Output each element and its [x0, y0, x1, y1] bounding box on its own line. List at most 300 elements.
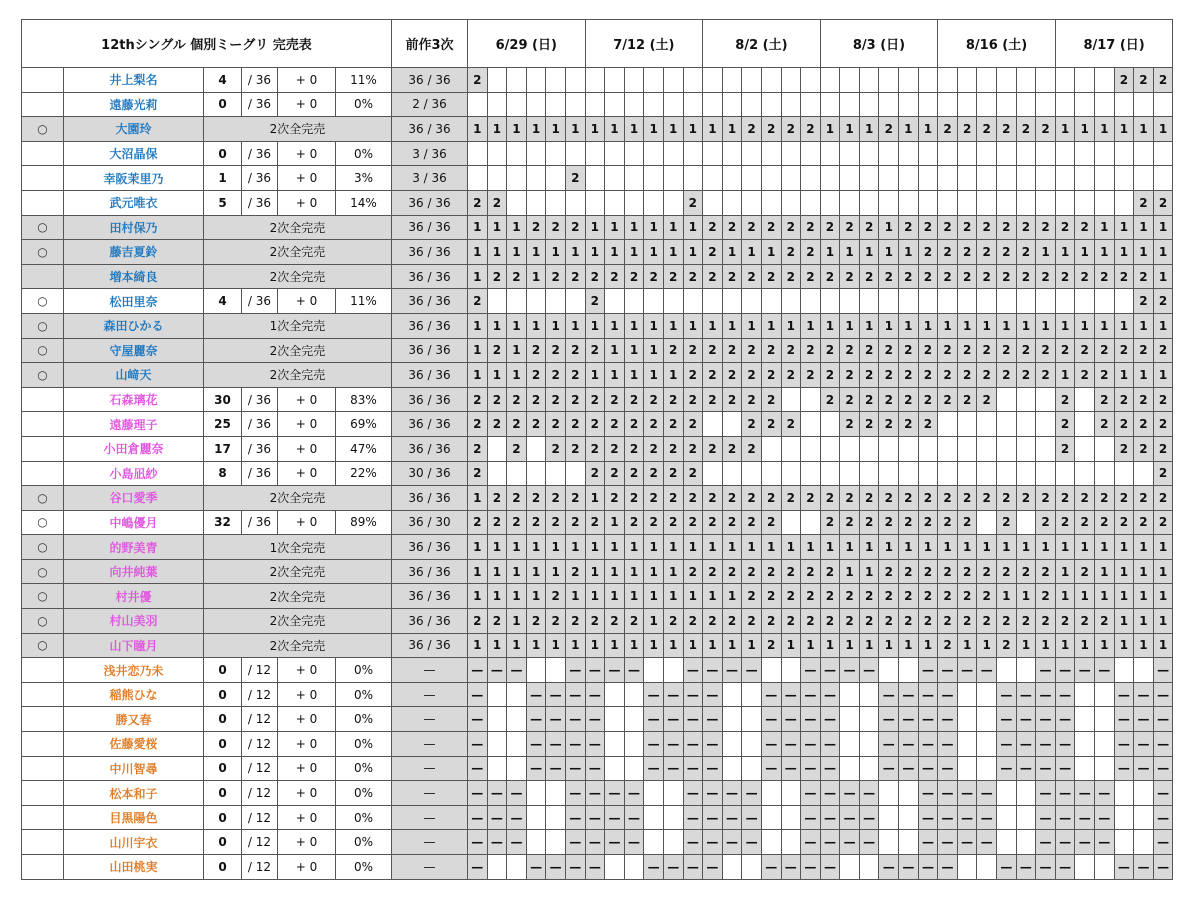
slot-cell: 1 [683, 633, 703, 658]
slot-cell [977, 682, 997, 707]
slot-cell: 1 [526, 559, 546, 584]
slot-cell: 2 [624, 387, 644, 412]
slot-cell [957, 166, 977, 191]
slot-cell [1095, 707, 1115, 732]
slot-cell: — [468, 830, 488, 855]
slot-cell: 2 [957, 338, 977, 363]
slot-cell: 2 [938, 510, 958, 535]
slot-cell: 2 [1134, 486, 1154, 511]
slot-cell: 2 [879, 117, 899, 142]
member-name: 谷口愛季 [64, 486, 204, 511]
slot-cell: 2 [526, 363, 546, 388]
slot-cell [1016, 830, 1036, 855]
slot-cell: 1 [801, 633, 821, 658]
slot-cell: 1 [683, 117, 703, 142]
slot-cell: — [585, 756, 605, 781]
slot-cell: 2 [761, 633, 781, 658]
slot-cell: — [546, 756, 566, 781]
slot-cell: 1 [840, 633, 860, 658]
slot-cell: 2 [938, 387, 958, 412]
member-name: 中嶋優月 [64, 510, 204, 535]
slot-cell: 1 [507, 584, 527, 609]
slot-cell: 1 [468, 486, 488, 511]
slot-cell: — [781, 682, 801, 707]
slot-cell: 2 [840, 338, 860, 363]
slot-cell: — [977, 830, 997, 855]
slot-cell: 1 [1016, 633, 1036, 658]
slot-cell: 1 [1134, 313, 1154, 338]
slot-cell [644, 166, 664, 191]
slot-cell [781, 68, 801, 93]
slot-cell [487, 855, 507, 880]
slot-cell: 2 [624, 461, 644, 486]
slot-cell: — [1055, 732, 1075, 757]
slot-cell [722, 166, 742, 191]
slot-total: / 36 [242, 412, 278, 437]
slot-cell: — [918, 658, 938, 683]
slot-cell [840, 707, 860, 732]
slot-cell [899, 289, 919, 314]
slot-cell [703, 166, 723, 191]
slot-cell: — [468, 732, 488, 757]
slot-cell [899, 436, 919, 461]
slot-cell: — [585, 682, 605, 707]
slot-cell: — [1036, 658, 1056, 683]
sold-count: 0 [204, 141, 242, 166]
slot-cell [1114, 289, 1134, 314]
slot-cell: — [683, 682, 703, 707]
slot-cell: 2 [899, 584, 919, 609]
slot-cell: 1 [605, 535, 625, 560]
slot-cell: 2 [722, 363, 742, 388]
slot-cell: 2 [1036, 117, 1056, 142]
slot-cell: 1 [624, 338, 644, 363]
slot-cell: 2 [468, 510, 488, 535]
slot-cell: 2 [526, 387, 546, 412]
sellout-rate: 11% [336, 68, 392, 93]
slot-cell: 1 [761, 535, 781, 560]
slot-cell: 2 [703, 510, 723, 535]
slot-cell [840, 732, 860, 757]
slot-cell [624, 166, 644, 191]
slot-cell: 1 [977, 313, 997, 338]
slot-cell: 1 [957, 535, 977, 560]
member-row [22, 436, 1173, 461]
increase: + 0 [278, 68, 336, 93]
slot-cell [722, 461, 742, 486]
member-row [22, 461, 1173, 486]
slot-cell: — [703, 707, 723, 732]
slot-cell [1036, 289, 1056, 314]
slot-cell: — [468, 855, 488, 880]
slot-cell [840, 141, 860, 166]
slot-cell: 1 [1153, 240, 1173, 265]
complete-mark [22, 190, 64, 215]
slot-cell [683, 92, 703, 117]
slot-cell: 1 [1095, 240, 1115, 265]
slot-cell: 2 [1114, 68, 1134, 93]
slot-cell: — [1095, 658, 1115, 683]
slot-cell [1075, 141, 1095, 166]
slot-cell [683, 166, 703, 191]
slot-cell: 2 [1055, 609, 1075, 634]
date-header: 7/12 (土) [585, 20, 703, 68]
slot-cell [899, 166, 919, 191]
slot-cell: 1 [644, 535, 664, 560]
slot-cell: 2 [507, 264, 527, 289]
slot-cell: 2 [1075, 609, 1095, 634]
slot-cell: 2 [1095, 412, 1115, 437]
slot-cell: 1 [1114, 240, 1134, 265]
slot-cell: 2 [879, 264, 899, 289]
complete-mark: ○ [22, 240, 64, 265]
slot-cell [918, 141, 938, 166]
slot-cell [1134, 461, 1154, 486]
complete-mark [22, 412, 64, 437]
slot-cell [644, 805, 664, 830]
slot-cell: 2 [1075, 510, 1095, 535]
slot-cell [1095, 436, 1115, 461]
slot-cell [957, 68, 977, 93]
slot-cell: — [683, 781, 703, 806]
member-row [22, 486, 1173, 511]
slot-cell: — [1153, 830, 1173, 855]
slot-cell: 2 [977, 609, 997, 634]
slot-cell: — [683, 732, 703, 757]
slot-cell: 1 [585, 535, 605, 560]
slot-cell: 2 [1153, 387, 1173, 412]
slot-cell: — [820, 658, 840, 683]
slot-cell: 2 [546, 412, 566, 437]
slot-cell: — [1036, 732, 1056, 757]
slot-cell: — [703, 855, 723, 880]
slot-cell: 2 [879, 338, 899, 363]
slot-cell: 2 [918, 584, 938, 609]
slot-cell: — [997, 707, 1017, 732]
slot-cell: 1 [507, 559, 527, 584]
slot-cell: 2 [546, 436, 566, 461]
slot-cell [938, 412, 958, 437]
slot-cell [487, 732, 507, 757]
slot-cell [722, 412, 742, 437]
prev-result: 36 / 30 [392, 510, 468, 535]
slot-cell: 1 [1114, 215, 1134, 240]
slot-cell: 1 [644, 363, 664, 388]
slot-cell: — [801, 658, 821, 683]
slot-cell: 1 [565, 584, 585, 609]
slot-cell: 1 [820, 535, 840, 560]
slot-cell: 2 [663, 486, 683, 511]
slot-cell [703, 412, 723, 437]
slot-cell: 1 [487, 215, 507, 240]
slot-cell [1114, 166, 1134, 191]
slot-cell [840, 190, 860, 215]
slot-cell: 2 [899, 387, 919, 412]
slot-cell: 2 [1055, 510, 1075, 535]
slot-cell [605, 756, 625, 781]
slot-cell: 1 [624, 559, 644, 584]
slot-cell: — [820, 830, 840, 855]
member-rows [22, 68, 1173, 880]
slot-cell: — [918, 682, 938, 707]
slot-cell: 2 [1095, 387, 1115, 412]
slot-cell: 2 [918, 240, 938, 265]
member-row [22, 289, 1173, 314]
slot-cell: — [585, 830, 605, 855]
complete-mark: ○ [22, 559, 64, 584]
slot-cell [820, 289, 840, 314]
slot-total: / 12 [242, 830, 278, 855]
slot-cell [1016, 412, 1036, 437]
slot-cell: 1 [468, 363, 488, 388]
member-row [22, 781, 1173, 806]
slot-cell: 2 [938, 584, 958, 609]
slot-cell: — [1114, 732, 1134, 757]
slot-cell: 2 [546, 215, 566, 240]
slot-cell [859, 166, 879, 191]
complete-mark: ○ [22, 289, 64, 314]
member-row [22, 855, 1173, 880]
slot-cell [487, 461, 507, 486]
slot-cell: — [624, 658, 644, 683]
sellout-rate: 0% [336, 781, 392, 806]
slot-cell [683, 289, 703, 314]
prev-result: 3 / 36 [392, 141, 468, 166]
slot-cell: 1 [487, 363, 507, 388]
slot-cell [546, 289, 566, 314]
slot-cell [801, 436, 821, 461]
sold-count: 25 [204, 412, 242, 437]
slot-cell [801, 166, 821, 191]
complete-mark [22, 855, 64, 880]
slot-cell: 1 [1055, 584, 1075, 609]
slot-cell [879, 436, 899, 461]
slot-cell: 2 [644, 486, 664, 511]
slot-cell: 2 [1114, 387, 1134, 412]
slot-cell: 2 [742, 486, 762, 511]
slot-cell: 2 [546, 486, 566, 511]
slot-cell [526, 92, 546, 117]
increase: + 0 [278, 707, 336, 732]
slot-cell: 1 [820, 633, 840, 658]
slot-cell: 1 [742, 633, 762, 658]
slot-cell [957, 289, 977, 314]
slot-cell: 2 [761, 510, 781, 535]
slot-cell [624, 68, 644, 93]
slot-cell: 1 [526, 240, 546, 265]
slot-cell: — [565, 855, 585, 880]
slot-cell: 2 [507, 486, 527, 511]
slot-cell: 2 [938, 486, 958, 511]
slot-cell: 2 [585, 387, 605, 412]
slot-cell: — [644, 707, 664, 732]
slot-cell: — [605, 658, 625, 683]
slot-cell: 2 [801, 338, 821, 363]
slot-cell: 1 [1134, 363, 1154, 388]
slot-cell [1016, 387, 1036, 412]
slot-cell: — [546, 732, 566, 757]
slot-cell: 2 [1016, 338, 1036, 363]
slot-cell: — [1016, 707, 1036, 732]
slot-cell: — [703, 658, 723, 683]
slot-total: / 36 [242, 92, 278, 117]
slot-cell [840, 436, 860, 461]
slot-cell: 2 [1016, 486, 1036, 511]
complete-mark [22, 387, 64, 412]
sellout-status: 2次全完売 [204, 240, 392, 265]
slot-cell: 1 [1114, 584, 1134, 609]
complete-mark [22, 436, 64, 461]
slot-cell: 2 [918, 363, 938, 388]
slot-cell [487, 141, 507, 166]
slot-cell [565, 141, 585, 166]
slot-cell: 2 [801, 584, 821, 609]
increase: + 0 [278, 855, 336, 880]
member-row [22, 240, 1173, 265]
slot-cell: 2 [781, 363, 801, 388]
slot-cell: — [938, 855, 958, 880]
slot-cell: — [820, 756, 840, 781]
slot-cell: — [742, 805, 762, 830]
slot-cell: 2 [1114, 412, 1134, 437]
slot-cell: 1 [761, 313, 781, 338]
slot-cell [840, 461, 860, 486]
slot-cell: 2 [605, 436, 625, 461]
slot-cell [1075, 436, 1095, 461]
slot-cell: 2 [468, 387, 488, 412]
prev-result: 36 / 36 [392, 436, 468, 461]
slot-cell: 2 [918, 338, 938, 363]
slot-cell: 2 [899, 609, 919, 634]
complete-mark [22, 756, 64, 781]
slot-cell: 2 [899, 510, 919, 535]
slot-cell: 2 [565, 264, 585, 289]
slot-cell: 1 [879, 633, 899, 658]
slot-cell [1036, 436, 1056, 461]
slot-cell [1016, 461, 1036, 486]
slot-cell [899, 830, 919, 855]
slot-cell [507, 461, 527, 486]
slot-cell: 2 [761, 264, 781, 289]
date-header: 8/17 (日) [1055, 20, 1173, 68]
slot-cell [899, 68, 919, 93]
slot-cell: 2 [1075, 264, 1095, 289]
member-row [22, 117, 1173, 142]
prev-result: 36 / 36 [392, 387, 468, 412]
slot-cell: 2 [742, 436, 762, 461]
sellout-rate: 0% [336, 855, 392, 880]
slot-cell: 2 [977, 338, 997, 363]
slot-cell: — [899, 732, 919, 757]
slot-cell: 2 [585, 461, 605, 486]
slot-cell: 2 [781, 264, 801, 289]
slot-cell [1016, 92, 1036, 117]
sold-count: 0 [204, 830, 242, 855]
slot-cell: 2 [1153, 338, 1173, 363]
slot-cell [742, 190, 762, 215]
slot-cell [1095, 166, 1115, 191]
slot-cell: 2 [997, 117, 1017, 142]
slot-total: / 12 [242, 707, 278, 732]
slot-cell: 2 [1016, 264, 1036, 289]
slot-cell [605, 289, 625, 314]
slot-cell [1134, 781, 1154, 806]
slot-cell: 2 [879, 412, 899, 437]
slot-cell: — [1134, 707, 1154, 732]
slot-cell [879, 781, 899, 806]
slot-cell [742, 92, 762, 117]
slot-cell [1075, 68, 1095, 93]
slot-cell [624, 682, 644, 707]
slot-cell [526, 781, 546, 806]
slot-cell: 2 [1055, 338, 1075, 363]
slot-cell: 2 [722, 387, 742, 412]
slot-cell: 1 [526, 313, 546, 338]
slot-cell [840, 289, 860, 314]
slot-cell [546, 68, 566, 93]
prev-result: 36 / 36 [392, 117, 468, 142]
slot-total: / 12 [242, 781, 278, 806]
slot-cell: 2 [624, 510, 644, 535]
slot-cell: 2 [742, 264, 762, 289]
slot-cell: 2 [801, 609, 821, 634]
member-name: 井上梨名 [64, 68, 204, 93]
slot-cell [605, 855, 625, 880]
slot-cell: 2 [820, 486, 840, 511]
slot-cell [1055, 166, 1075, 191]
slot-cell [1036, 92, 1056, 117]
slot-cell: 2 [801, 264, 821, 289]
slot-cell: — [585, 707, 605, 732]
slot-cell: — [1114, 855, 1134, 880]
slot-cell [683, 68, 703, 93]
slot-cell: 2 [703, 264, 723, 289]
slot-cell: 2 [781, 338, 801, 363]
slot-cell: 2 [742, 387, 762, 412]
slot-cell [585, 92, 605, 117]
slot-cell [1016, 436, 1036, 461]
slot-cell [879, 190, 899, 215]
slot-cell: 2 [1016, 240, 1036, 265]
slot-cell [1016, 166, 1036, 191]
slot-cell: 2 [859, 510, 879, 535]
slot-cell: — [468, 658, 488, 683]
slot-cell: 2 [1134, 436, 1154, 461]
slot-total: / 36 [242, 141, 278, 166]
slot-cell: — [565, 658, 585, 683]
slot-cell [703, 141, 723, 166]
slot-cell: 2 [761, 559, 781, 584]
slot-cell: — [722, 830, 742, 855]
slot-cell [1134, 92, 1154, 117]
slot-cell: 2 [820, 584, 840, 609]
slot-cell: 1 [487, 633, 507, 658]
slot-cell: 2 [820, 338, 840, 363]
slot-cell: 1 [507, 338, 527, 363]
date-header: 6/29 (日) [468, 20, 586, 68]
slot-cell [977, 166, 997, 191]
slot-cell: — [899, 707, 919, 732]
slot-cell: 2 [703, 559, 723, 584]
slot-cell: 2 [1016, 215, 1036, 240]
slot-cell: — [938, 658, 958, 683]
slot-cell: 2 [859, 486, 879, 511]
slot-cell [801, 92, 821, 117]
slot-cell: 2 [918, 412, 938, 437]
sellout-status: 2次全完売 [204, 486, 392, 511]
member-name: 村山美羽 [64, 609, 204, 634]
slot-cell: 2 [526, 412, 546, 437]
